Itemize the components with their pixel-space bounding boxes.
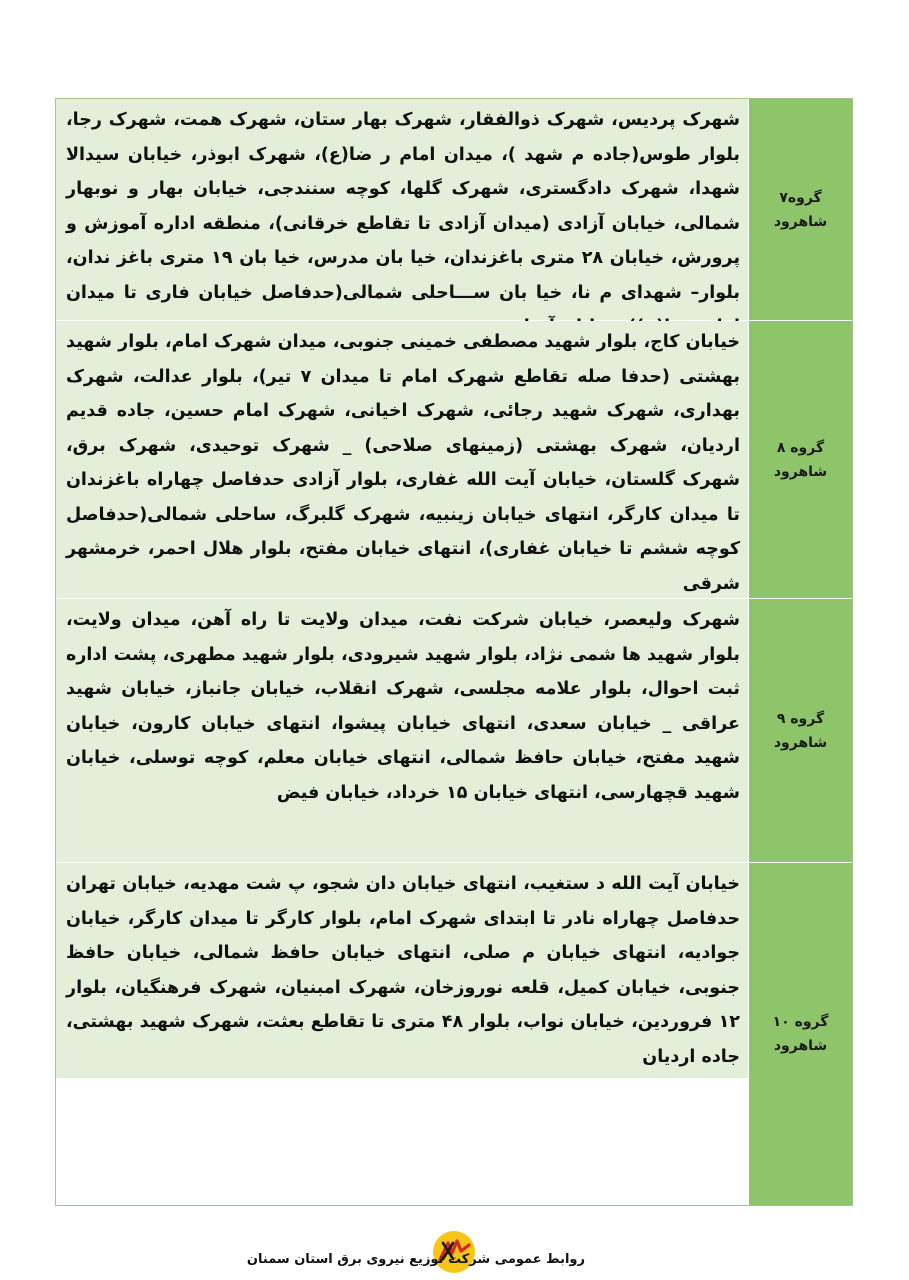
group-7-areas: شهرک پردیس، شهرک ذوالفقار، شهرک بهار ستان، شهرک همت، شهرک رجا، بلوار طوس(جاده م شهد )، میدان امام ر ضا(ع)، شهرک ابوذر، خیابان سیدالا شهدا، شهرک دادگستری، شهرک گلها، کوچه سنندجی، خیابان بهار و نوبهار شمالی، خیابان آزادی (میدان آزادی تا تقاطع خرقانی)، منطقه اداره آموزش و پرورش، خیابان ۲۸ متری باغزندان، خیا بان مدرس، خیا بان ۱۹ متری باغز ندان، بلوار– شهدای م نا، خیا بان ســـاحلی شمالی(حدفاصل خیابان فاری تا میدان	[56, 99, 748, 320]
group-9-areas: شهرک ولیعصر، خیابان شرکت نفت، میدان ولایت تا راه آهن، میدان ولایت، بلوار شهید ها شمی نژاد، بلوار شهید شیرودی، بلوار شهید مطهری، پشت اداره ثبت احوال، بلوار علامه مجلسی، شهرک انقلاب، خیابان جانباز، خیابان شهید عراقی _ خیابان سعدی، انتهای خیابان پیشوا، انتهای خیابان کارون، خیابان شهید مفتح، خیابان حافظ شمالی، انتهای خیابان معلم، کوچه توسلی، خیابان شهید قچهارسی، انتهای خیابان ۱۵ خرداد، خیابان فیض	[56, 599, 748, 862]
group-8-areas: خیابان کاج، بلوار شهید مصطفی خمینی جنوبی، میدان شهرک امام، بلوار شهید بهشتی (حدفا صله تقاطع شهرک امام تا میدان ۷ تیر)، بلوار عدالت، شهرک بهداری، شهرک شهید رجائی، شهرک اخیانی، شهرک امام حسین، جاده قدیم اردیان، شهرک بهشتی (زمینهای صلاحی) _ شهرک توحیدی، شهرک برق، شهرک گلستان، خیابان آیت الله غفاری، بلوار آزادی حدفاصل چهاراه باغزندان تا میدان کارگر، انتهای خیابان زینبیه، شهرک گلبرگ، ساحلی شمالی(حدفاصل کوچه ششم تا خیابان غفاری)، انتهای خیابان مفتح، بلوار هلال احمر، خرمشهر شرقی	[56, 321, 748, 598]
footer	[0, 1222, 909, 1280]
group-7-label	[748, 99, 852, 320]
group-label-line2: شاهرود	[773, 213, 828, 230]
group-10-row	[56, 863, 852, 1205]
group-10-areas: خیابان آیت الله د ستغیب، انتهای خیابان دان شجو، پ شت مهدیه، خیابان تهران حدفاصل چهاراه نادر تا ابتدای شهرک امام، بلوار کارگر تا میدان کارگر، خیابان جوادیه، انتهای خیابان م صلی، انتهای خیابان حافظ شمالی، خیابان حافظ جنوبی، خیابان کمیل، قلعه نوروزخان، شهرک امبنیان، شهرک فرهنگیان، بلوار ۱۲ فروردین، خیابان نواب، بلوار ۴۸ متری تا تقاطع بعثت، شهرک شهید بهشتی، جاده اردیان	[56, 863, 748, 1078]
group-7-row	[56, 99, 852, 321]
footer-credit: روابط عمومی شرکت توزیع نیروی برق استان سمنان	[246, 1252, 585, 1267]
group-label-line2: شاهرود	[773, 734, 828, 751]
group-8-row	[56, 321, 852, 599]
group-label-line2: شاهرود	[773, 463, 828, 480]
group-8-label	[748, 321, 852, 598]
group-9-label	[748, 599, 852, 862]
group-label-line1: گروه ۹	[776, 710, 825, 727]
group-label-line1: گروه۷	[779, 189, 822, 206]
group-10-label	[748, 863, 852, 1205]
group-label-line1: گروه ۸	[776, 439, 825, 456]
group-label-line2: شاهرود	[773, 1038, 828, 1054]
group-9-row	[56, 599, 852, 863]
group-label-line1: گروه ۱۰	[772, 1014, 829, 1030]
outage-schedule-table	[55, 98, 853, 1206]
